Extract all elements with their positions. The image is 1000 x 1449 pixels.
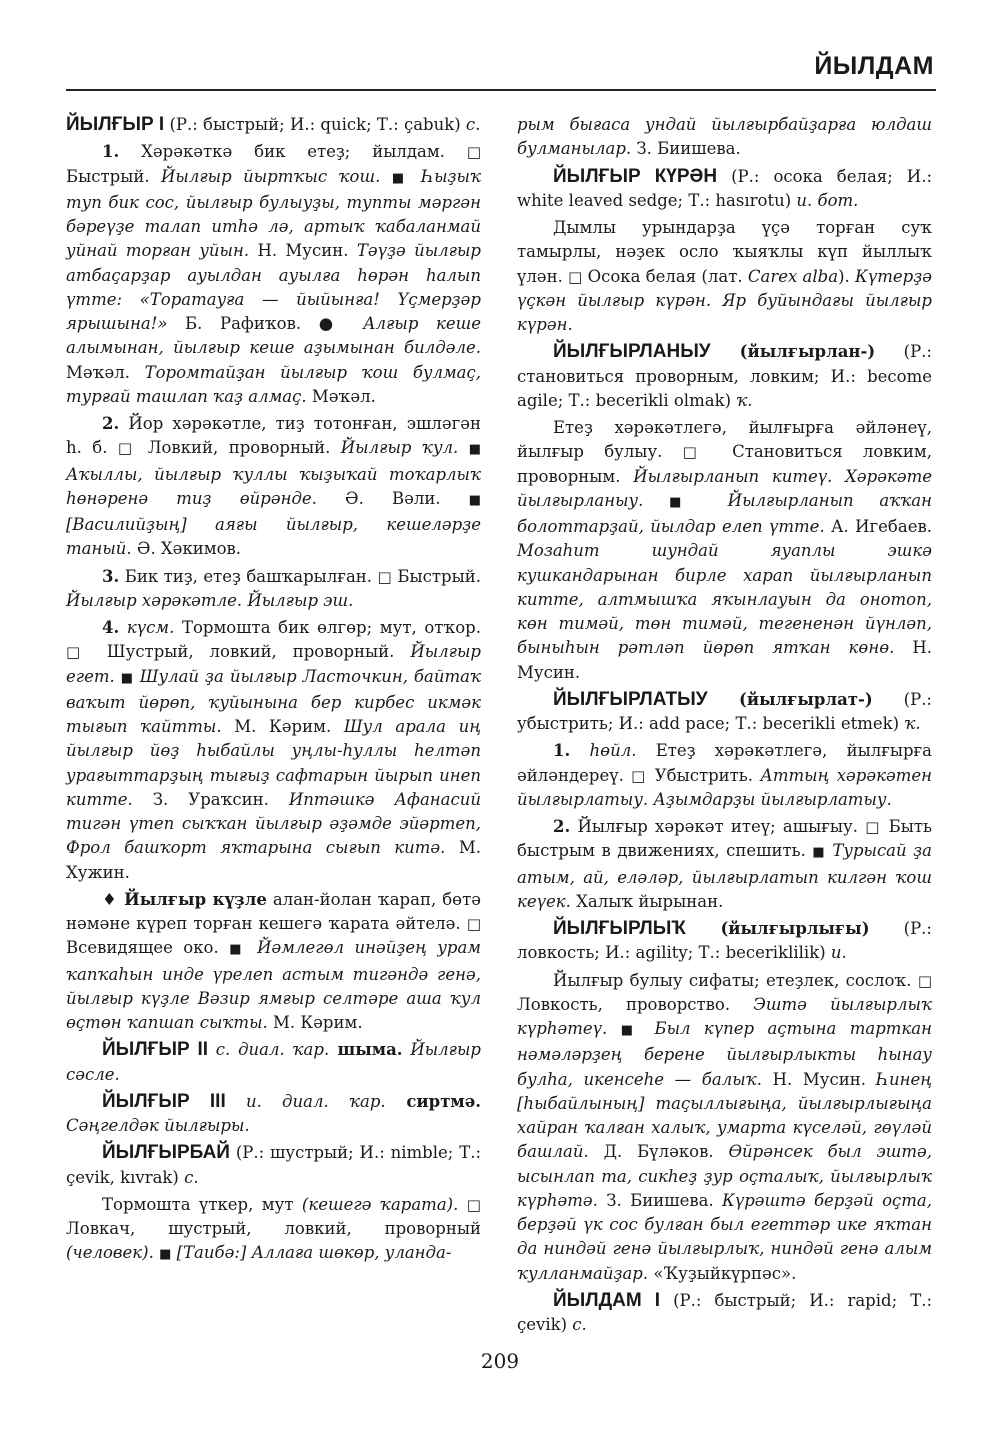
example-mark: ■: [620, 1023, 642, 1038]
entry-yylgyrlanyu: [517, 340, 932, 413]
russian-equivalent-mark: □: [466, 915, 481, 933]
russian-equivalent: Ловкач, шустрый, ловкий, проворный: [66, 1219, 481, 1238]
sense-number: 1.: [553, 741, 571, 761]
definition: Бик тиҙ, етеҙ башҡарылған.: [119, 566, 378, 586]
sense: [517, 216, 932, 337]
source: Мәҡәл.: [66, 362, 145, 382]
russian-equivalent-mark: □: [682, 443, 712, 462]
example: Был күпер аҫтына тарткан нәмәләрҙең берене йылғырлыкты һынау булһа, икенсеһе — балыҡ.: [517, 1019, 932, 1089]
source: З. Биишева.: [597, 1190, 723, 1210]
definition-note: (кешегә ҡарата).: [301, 1194, 459, 1214]
definition: Етеҙ хәрәкәтлегә, йылғырға әйләнеү, йылғыр булыу.: [517, 418, 932, 462]
definition: алан-йолан ҡарап, бөтә нәмәне күреп торған кешегә ҡарата әйтелә.: [66, 889, 482, 933]
entry-yylgyr-1: [66, 113, 481, 137]
russian-equivalent-mark: □: [568, 267, 583, 286]
headword: ЙЫЛҒЫРЛАНЫУ: [553, 341, 711, 363]
source: Мәҡәл.: [306, 386, 376, 406]
sense-3: [66, 565, 481, 614]
source: М. Кәрим.: [267, 1013, 363, 1032]
example: Өйрәнсек был эштә, ысынлап та, сикһеҙ ҙур оҫталыҡ, йылғырлыҡ күрһәтә.: [517, 1142, 932, 1210]
part-of-speech: с.: [465, 115, 481, 134]
example: Сәңгелдәк йылғыры.: [66, 1116, 250, 1135]
running-head: ЙЫЛДАМ: [814, 52, 934, 80]
russian-equivalent: Становиться ловким, проворным.: [517, 442, 932, 486]
russian-equivalent-mark: □: [466, 1195, 481, 1214]
source: З. Ураҡсин.: [132, 789, 289, 809]
headword: ЙЫЛҒЫР КҮРӘН: [553, 165, 718, 187]
russian-equivalent-mark: □: [917, 971, 932, 990]
part-of-speech: ҡ.: [736, 390, 753, 410]
sense-number: 1.: [102, 142, 120, 162]
page-number: 209: [480, 1349, 520, 1373]
example: Һыҙыҡ туп бик сос, йылғыр булыуҙы, тупты мәргән бәреүҙе талап итһә лә, артыҡ ҡабаланмай уйнай торған уйын.: [66, 166, 481, 261]
definition: Дымлы урындарҙа үҫә торған суҡ тамырлы, нәҙек осло ҡыяҡлы күп йыллыҡ үлән.: [517, 218, 932, 286]
phrase-headword: Йылғыр күҙле: [117, 889, 267, 909]
example: Турысай ҙа атым, ай, еләләр, йылғырлатып килгән ҡош кеүек.: [517, 841, 932, 911]
sense: [517, 416, 932, 685]
diamond-mark: ♦: [102, 889, 118, 909]
source: А. Игебаев.: [824, 517, 933, 536]
sense-number: 2.: [553, 817, 571, 836]
example: Тәүҙә йылғыр атбаҫарҙар ауылдан ауылға һөрән һалып үтте: «Торатауға — йыйынға! Үҫмерҙәр ярышына!»: [66, 241, 481, 333]
russian-equivalent-end: ).: [838, 266, 856, 286]
proverb: Алғыр кеше алымынан, йылғыр кеше аҙымынан билдәле.: [66, 314, 481, 358]
example: Күрәштә берҙәй оҫта, берҙәй үк сос булған был егеттәр ике яҡтан да ниндәй генә йылғырлыҡ, ниндәй генә алым ҡулланмайҙар.: [517, 1190, 932, 1283]
sense-1: [517, 739, 932, 812]
sense-2: [66, 412, 481, 562]
russian-equivalent: Осока белая (лат.: [582, 266, 748, 286]
headword: ЙЫЛҒЫР I: [66, 114, 165, 135]
entry-yylgyr-kuren: [517, 165, 932, 214]
translation-gloss: (Р.: осока белая; И.: white leaved sedge; Т.: hasırotu): [517, 166, 932, 210]
entry-yylgyrlatyu: [517, 688, 932, 737]
stem-form: (йылғырлат-): [707, 689, 873, 709]
example: Аттың хәрәкәтен йылғырлатыу. Аҙымдарҙы йылғырлатыу.: [517, 765, 932, 809]
definition: Тормошта бик өлгөр; мут, отҡор.: [174, 618, 481, 637]
part-of-speech: и. бот.: [796, 190, 859, 210]
russian-note: (человек).: [66, 1243, 154, 1263]
usage-label: күсм.: [119, 618, 175, 637]
source: З. Биишева.: [631, 139, 741, 159]
example-mark: ■: [812, 845, 826, 861]
headword: ЙЫЛҒЫР II: [102, 1039, 209, 1061]
russian-equivalent-mark: □: [466, 143, 481, 162]
translation-gloss: (Р.: становиться проворным, ловким; И.: become agile; Т.: becerikli olmak): [517, 342, 932, 410]
sense: [66, 1193, 481, 1268]
usage-label: и. диал. ҡар.: [225, 1091, 386, 1111]
latin-name: Carex alba: [747, 266, 839, 286]
headword: ЙЫЛҒЫРЛЫҠ: [553, 918, 686, 939]
example: Күтерҙә үҫкән йылғыр күрән. Яр буйындағы йылғыр күрән.: [517, 266, 932, 334]
example-mark: ■: [669, 494, 702, 510]
source: Ә. Хәкимов.: [131, 539, 242, 559]
russian-equivalent: Быть быстрым в движениях, спешить.: [517, 817, 932, 861]
example: Йәмлегөл инәйҙең урам ҡапҡаһын инде үрелеп астым тигәндә генә, йылғыр күҙле Вәзир ямғыр селтәре аша ҡул өҫтөн ҡапшап сыҡты.: [66, 938, 481, 1032]
definition: Йор хәрәкәтле, тиҙ тотонған, эшләгән һ. б.: [66, 414, 481, 458]
source: Н. Мусин.: [517, 638, 932, 682]
entry-yyldam-1: [517, 1289, 932, 1338]
headword: ЙЫЛҒЫРБАЙ: [102, 1142, 230, 1164]
russian-equivalent: Всевидящее око.: [66, 938, 230, 958]
proverb-mark: ●: [318, 314, 346, 333]
sense-2: [517, 815, 932, 914]
definition: Йылғыр хәрәкәт итеү; ашығыу.: [570, 817, 866, 836]
example: [Василийҙың] аяғы йылғыр, кешеләрҙе таный.: [66, 515, 481, 559]
usage-label: һөйл.: [570, 741, 637, 761]
russian-equivalent: Ловкий, проворный.: [137, 438, 341, 458]
definition: Йылғыр булыу сифаты; етеҙлек, сослоҡ.: [553, 970, 918, 990]
entry-yylgyrlyk: [517, 917, 932, 966]
russian-equivalent-mark: □: [631, 766, 648, 785]
headword: ЙЫЛҒЫР III: [102, 1090, 226, 1112]
example: Йылғыр йыртҡыс ҡош.: [161, 166, 381, 186]
example-mark: ■: [159, 1247, 172, 1263]
header-rule: [66, 89, 936, 91]
source: «Ҡуҙыйкүрпәс».: [648, 1263, 797, 1283]
stem-form: (йылғырлығы): [685, 919, 870, 938]
definition: Хәрәкәткә бик етеҙ; йылдам.: [119, 142, 467, 162]
part-of-speech: и.: [830, 943, 847, 963]
source: Б. Рафиҡов.: [167, 314, 319, 333]
left-column: [66, 113, 481, 1271]
source: М. Хужин.: [66, 838, 481, 882]
example: Йылғыр сәсле.: [66, 1040, 481, 1084]
russian-equivalent-mark: □: [865, 818, 882, 836]
example: Һинең [һыбайлының] таҫыллығыңа, йылғырлығыңа хайран ҡалған халыҡ, умарта күселәй, гөүләй башлай.: [517, 1069, 932, 1162]
example: Аҡыллы, йылғыр ҡуллы ҡыҙыҡай тоҡарлыҡ һөнәренә тиҙ өйрәнде.: [66, 464, 481, 508]
entry-yylgyr-3: [66, 1090, 481, 1139]
proverb: Торомтайҙан йылғыр ҡош булмаҫ, турғай ташлап ҡаҙ алмаҫ.: [66, 362, 481, 406]
entry-yylgyr-2: [66, 1038, 481, 1087]
russian-equivalent-mark: □: [117, 439, 138, 458]
russian-equivalent-mark: □: [66, 643, 91, 662]
translation-gloss: (Р.: ловкость; И.: agility; Т.: beceriklilik): [517, 919, 932, 963]
phraseology: [66, 888, 481, 1036]
continued-example: [517, 113, 932, 162]
source: Н. Мусин.: [249, 241, 357, 261]
right-column: [517, 113, 932, 1340]
example-mark: ■: [391, 170, 411, 186]
example-mark: ■: [120, 670, 134, 686]
example-mark: ■: [468, 442, 481, 458]
example: рым бығаса ундай йылғырбайҙарға юлдаш булманылар.: [517, 115, 932, 159]
translation-gloss: (Р.: убыстрить; И.: add pace; Т.: becerikli etmek): [517, 689, 932, 733]
headword: ЙЫЛҒЫРЛАТЫУ: [553, 688, 708, 710]
source: Н. Мусин.: [761, 1069, 877, 1089]
example: Йылғыр хәрәкәтле. Йылғыр эш.: [66, 590, 354, 610]
definition: Етеҙ хәрәкәтлегә, йылғырға әйләндереү.: [517, 741, 932, 785]
sense-number: 2.: [102, 414, 120, 433]
russian-equivalent-mark: □: [377, 567, 392, 586]
example: Йылғырланып китеү. Хәрәкәте йылғырланыу.: [517, 466, 932, 510]
example-mark: ■: [468, 492, 482, 508]
example: Йылғырланып аҡҡан болоттарҙай, йылдар елеп үтте.: [517, 490, 932, 536]
example: Шул арала иң йылғыр йөҙ һыбайлы уңлы-һуллы һелтәп урағыттарҙың тығыҙ сафтарын йырып инеп китте.: [66, 717, 481, 809]
translation-gloss: (Р.: быстрый; И.: rapid; Т.: çevik): [517, 1290, 932, 1334]
definition: Тормошта үткер, мут: [102, 1194, 302, 1214]
cross-reference: шыма.: [329, 1040, 403, 1060]
headword: ЙЫЛДАМ I: [553, 1289, 661, 1311]
stem-form: (йылғырлан-): [710, 342, 876, 362]
source: Д. Бүләков.: [588, 1142, 729, 1162]
part-of-speech: с.: [572, 1315, 587, 1334]
sense-number: 4.: [102, 618, 120, 637]
translation-gloss: (Р.: быстрый; И.: quick; Т.: çabuk): [164, 115, 466, 134]
russian-equivalent: Шустрый, ловкий, проворный.: [90, 642, 411, 662]
cross-reference: сиртмә.: [385, 1091, 481, 1111]
sense-number: 3.: [102, 566, 120, 586]
example: Эштә йылғырлыҡ күрһәтеү.: [517, 994, 932, 1038]
example: [Таибә:] Аллаға шөкөр, уланда-: [171, 1243, 452, 1263]
sense-1: [66, 140, 481, 409]
entry-yylgyrbay: [66, 1141, 481, 1190]
example: Шулай ҙа йылғыр Ласточкин, байтаҡ ваҡыт йөрөп, ҡуйынына бер кирбес икмәк тығып ҡайтты.: [66, 666, 481, 736]
source: Халыҡ йырынан.: [570, 891, 724, 911]
part-of-speech: ҡ.: [904, 714, 921, 733]
example: Иптәшкә Афанасий тигән үтеп сыҡҡан йылғыр әҙәмде эйәртеп, Фрол башҡорт яҡтарына сығып китә.: [66, 789, 481, 858]
russian-equivalent: Быстрый.: [391, 566, 481, 586]
translation-gloss: (Р.: шустрый; И.: nimble; Т.: çevik, kıvrak): [66, 1143, 481, 1187]
part-of-speech: с.: [184, 1167, 199, 1187]
source: М. Кәрим.: [221, 717, 344, 736]
russian-equivalent: Ловкость, проворство.: [517, 994, 754, 1014]
example-mark: ■: [229, 942, 247, 958]
russian-equivalent: Быстрый.: [66, 166, 161, 186]
example: Мозаһит шундай яуаплы эшкә кушкандарынан бирле харап йылғырланып китте, алтмышҡа яҡынлауын да онотоп, көн тимәй, төн тимәй, тегененән йүнләп, быныһын рәтләп йөрөп ятҡан көнө.: [517, 541, 932, 658]
usage-label: с. диал. ҡар.: [208, 1040, 330, 1060]
sense: [517, 969, 932, 1286]
example: Йылғыр ҡул.: [340, 438, 459, 458]
source: Ә. Вәли.: [316, 488, 469, 508]
example: Йылғыр егет.: [66, 642, 481, 686]
sense-4: [66, 616, 481, 885]
russian-equivalent: Убыстрить.: [647, 765, 761, 785]
